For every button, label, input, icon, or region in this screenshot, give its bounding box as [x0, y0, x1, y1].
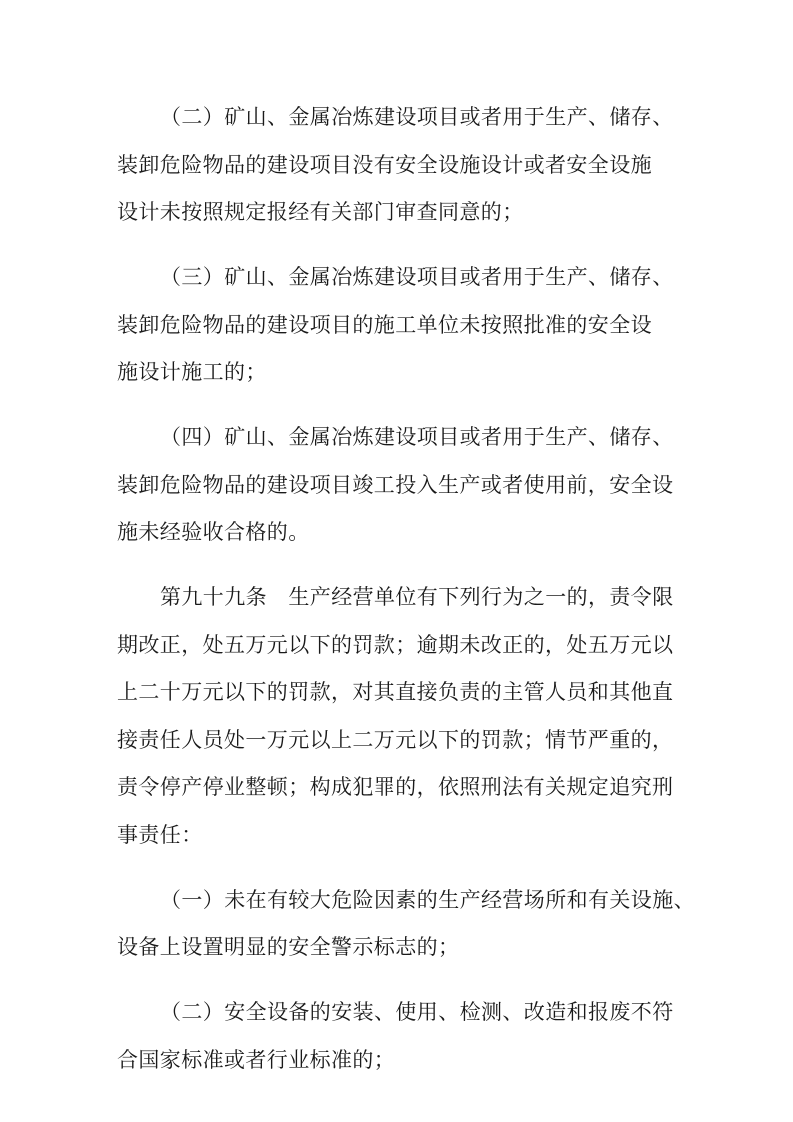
- paragraph-line: 施设计施工的；: [117, 360, 267, 384]
- paragraph-line: 接责任人员处一万元以上二万元以下的罚款；情节严重的，: [117, 728, 674, 752]
- paragraph-line: 事责任：: [117, 823, 203, 847]
- paragraph-line: （二）安全设备的安装、使用、检测、改造和报废不符: [160, 1000, 674, 1024]
- paragraph-line: 装卸危险物品的建设项目没有安全设施设计或者安全设施: [117, 153, 652, 177]
- paragraph-line: （二）矿山、金属冶炼建设项目或者用于生产、储存、: [160, 105, 674, 129]
- paragraph-line: 上二十万元以下的罚款，对其直接负责的主管人员和其他直: [117, 680, 674, 704]
- paragraph-line: 装卸危险物品的建设项目竣工投入生产或者使用前，安全设: [117, 473, 674, 497]
- paragraph-line: 设计未按照规定报经有关部门审查同意的；: [117, 200, 524, 224]
- paragraph-line: 施未经验收合格的。: [117, 520, 310, 544]
- paragraph-line: 期改正，处五万元以下的罚款；逾期未改正的，处五万元以: [117, 633, 674, 657]
- paragraph-line: 装卸危险物品的建设项目的施工单位未按照批准的安全设: [117, 313, 652, 337]
- paragraph-line: （三）矿山、金属冶炼建设项目或者用于生产、储存、: [160, 265, 674, 289]
- article-heading-line: 第九十九条 生产经营单位有下列行为之一的，责令限: [160, 585, 674, 609]
- paragraph-line: （一）未在有较大危险因素的生产经营场所和有关设施、: [160, 888, 695, 912]
- paragraph-line: 设备上设置明显的安全警示标志的；: [117, 935, 460, 959]
- paragraph-line: （四）矿山、金属冶炼建设项目或者用于生产、储存、: [160, 425, 674, 449]
- paragraph-line: 责令停产停业整顿；构成犯罪的，依照刑法有关规定追究刑: [117, 775, 674, 799]
- paragraph-line: 合国家标准或者行业标准的；: [117, 1048, 396, 1072]
